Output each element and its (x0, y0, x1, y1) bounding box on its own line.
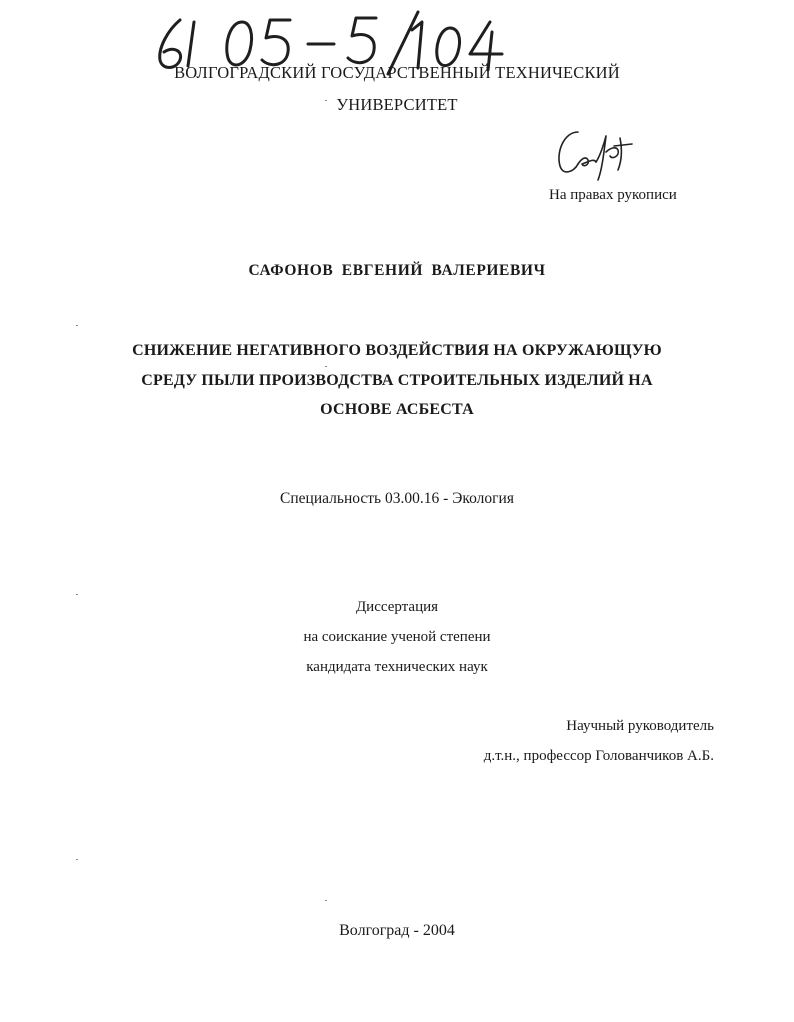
scan-speck (76, 594, 78, 595)
supervisor-name: д.т.н., профессор Голованчиков А.Б. (483, 748, 714, 764)
university-name-line1: ВОЛГОГРАДСКИЙ ГОСУДАРСТВЕННЫЙ ТЕХНИЧЕСКИЙ (174, 63, 620, 82)
signature-drawing (548, 122, 640, 182)
supervisor-label: Научный руководитель (566, 718, 714, 734)
thesis-title-line3: ОСНОВЕ АСБЕСТА (320, 401, 474, 418)
thesis-title-line2: СРЕДУ ПЫЛИ ПРОИЗВОДСТВА СТРОИТЕЛЬНЫХ ИЗДЕЛИЙ НА (141, 372, 653, 389)
scan-speck (76, 325, 78, 326)
dissertation-line2: на соискание ученой степени (303, 629, 491, 645)
city-and-year: Волгоград - 2004 (339, 922, 455, 939)
thesis-title-line1: СНИЖЕНИЕ НЕГАТИВНОГО ВОЗДЕЙСТВИЯ НА ОКРУЖАЮЩУЮ (132, 342, 662, 359)
dissertation-line3: кандидата технических наук (306, 659, 488, 675)
university-name-line2: УНИВЕРСИТЕТ (336, 95, 458, 114)
scan-speck (76, 859, 78, 860)
scan-speck (325, 100, 327, 101)
specialty: Специальность 03.00.16 - Экология (280, 490, 514, 507)
dissertation-line1: Диссертация (355, 599, 439, 615)
handwritten-signature (548, 122, 640, 182)
manuscript-rights-note: На правах рукописи (549, 187, 677, 203)
scan-speck (325, 900, 327, 901)
scan-speck (325, 366, 327, 367)
author-name: САФОНОВ ЕВГЕНИЙ ВАЛЕРИЕВИЧ (248, 262, 546, 279)
